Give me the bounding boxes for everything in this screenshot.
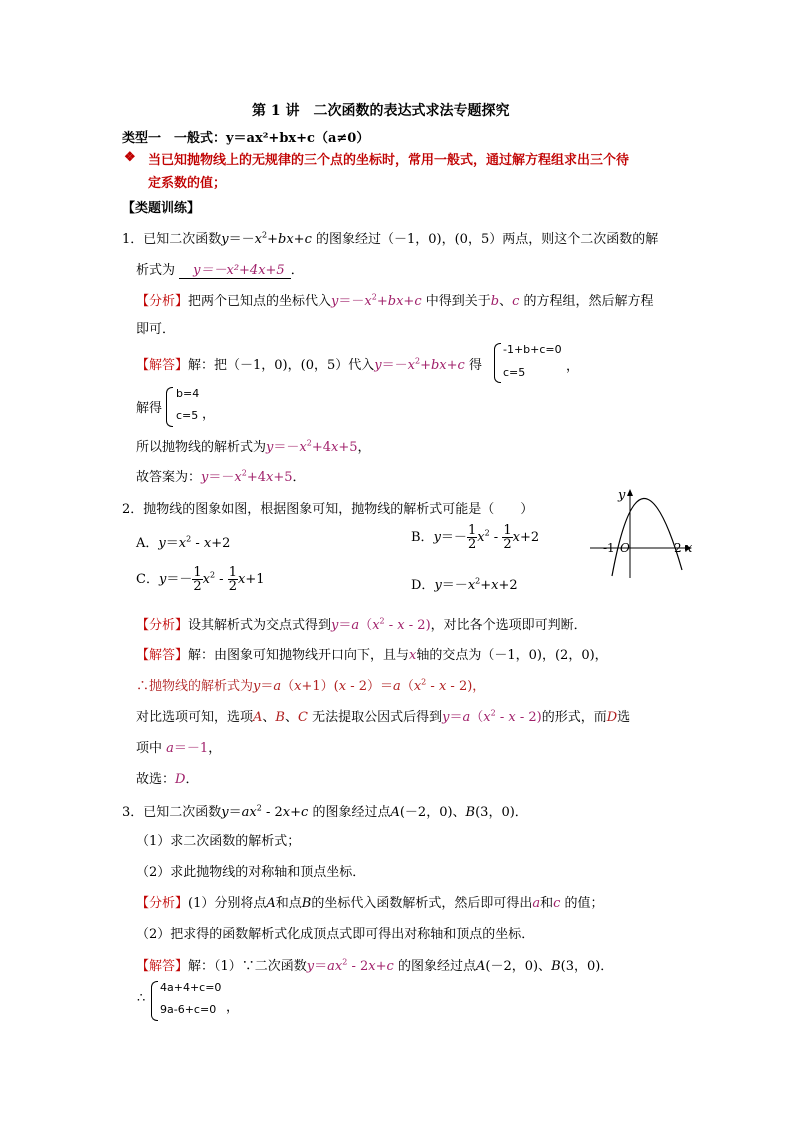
q1-fenxi-tag: 【分析】: [136, 294, 189, 309]
note-bullet-icon: ❖: [124, 150, 136, 165]
q2-parabola-graph: [588, 484, 698, 580]
q1-answer: y＝－x²+4x+5: [179, 263, 291, 279]
q3-sub1: （1）求二次函数的解析式；: [136, 834, 301, 849]
q2-fenxi-tag: 【分析】: [136, 618, 189, 633]
q1-stem: 1．已知二次函数$y=-x^2+bx+c$ 的图象经过（－1，0)，(0，5）两点，则这个二次函数的解: [122, 230, 659, 247]
q2-opt-a-label: A．: [136, 536, 159, 551]
q3-system-comma: ，: [226, 1000, 240, 1015]
q2-option-d: D．$y=-x^2+x+2$: [411, 576, 518, 593]
q2-line5: 项中 a＝－1，: [136, 741, 222, 756]
q1-jieda: 【解答】解：把（－1，0)，(0，5）代入$y=-x^2+bx+c$ 得: [136, 356, 482, 373]
q1-stem-a: 1．已知二次函数: [122, 232, 222, 247]
q3-stem-c: (－2，0)、: [399, 805, 466, 820]
q2-option-c: C．y＝－ $\frac{1}{2}$ $x^2$ - $\frac{1}{2}$ x+1: [136, 565, 265, 594]
q3-stem-a: 3．已知二次函数: [122, 805, 222, 820]
q1-fenxi: 【分析】把两个已知点的坐标代入$y=-x^2+bx+c$ 中得到关于b、c 的方程组，然后解方程: [136, 292, 654, 309]
q3-jieda-c: (－2，0)、: [485, 959, 552, 974]
q1-fenxi-b: 中得到关于: [425, 294, 491, 309]
graph-x-label: x: [685, 541, 693, 556]
q2-opt-c-label: C．: [136, 572, 159, 587]
q1-fenxi-a: 把两个已知点的坐标代入: [188, 294, 332, 309]
graph-origin-label: O: [620, 541, 630, 555]
q3-stem: 3．已知二次函数$y=ax^2 - 2x+c$ 的图象经过点A(－2，0)、B(3，0)．: [122, 803, 528, 820]
note-line-2: 定系数的值；: [148, 176, 227, 191]
q2-guxuan-text: 故选：: [136, 772, 176, 787]
q1-fenxi-line2: 即可．: [136, 322, 176, 337]
q1-system1-eq2: c=5: [503, 366, 526, 379]
practice-heading: 【类题训练】: [122, 201, 201, 216]
q1-system2-brace: [166, 387, 173, 427]
q2-opt-b-label: B．: [411, 530, 434, 545]
q3-jieda-d: (3，0)．: [560, 959, 614, 974]
q2-jieda-a: 解：由图象可知抛物线开口向下，且与: [188, 648, 410, 663]
q1-fenxi-c: 的方程组，然后解方程: [523, 294, 654, 309]
q1-suoyi-text: 所以抛物线的解析式为: [136, 440, 267, 455]
q3-stem-d: (3，0)．: [475, 805, 528, 820]
graph-y-arrow-icon: [627, 489, 633, 496]
q1-stem-line2-text: 析式为: [136, 263, 176, 278]
q1-stem-b: 的图象经过（－1，0)，(0，5）两点，则这个二次函数的解: [315, 232, 659, 247]
type-heading: 类型一 一般式：y＝ax²+bx+c（a≠0）: [122, 131, 370, 146]
q2-option-b: B．y＝－ $\frac{1}{2}$ $x^2$ - $\frac{1}{2}$ x+2: [411, 523, 540, 552]
q1-system2-comma: ，: [202, 407, 216, 422]
q3-fenxi1-c: 的坐标代入函数解析式，然后即可得出: [311, 896, 533, 911]
q3-jieda: 【解答】解：（1）∵二次函数$y=ax^2 - 2x+c$ 的图象经过点A(－2，0)、B(3，0)．: [136, 957, 614, 974]
graph-parabola-curve: [612, 498, 682, 576]
q2-jieda-tag: 【解答】: [136, 648, 189, 663]
q2-guxuan: 故选：D．: [136, 772, 199, 787]
q1-system2-eq2: c=5: [176, 409, 199, 422]
q1-jieda-tag: 【解答】: [136, 358, 189, 373]
q2-option-a: A．$y=x^2 - x+2$: [136, 534, 231, 551]
q3-fenxi: 【分析】(1）分别将点A和点B的坐标代入函数解析式，然后即可得出a和c 的值；: [136, 896, 604, 911]
q3-fenxi1-a: (1）分别将点: [188, 896, 267, 911]
q1-jieda-a: 解：把（－1，0)，(0，5）代入: [188, 358, 375, 373]
q3-fenxi1-b: 和点: [275, 896, 302, 911]
q1-stem-line2: 析式为 y＝－x²+4x+5 ．: [136, 263, 304, 278]
q2-fenxi-b: ，对比各个选项即可判断．: [430, 618, 587, 633]
q3-stem-b: 的图象经过点: [312, 805, 391, 820]
q3-sub2: （2）求此抛物线的对称轴和顶点坐标．: [136, 865, 366, 880]
q1-system1-eq1: -1+b+c=0: [503, 343, 562, 356]
q2-line4: 对比选项可知，选项A、B、C 无法提取公因式后得到$y=a(x^2 - x - 2)$的形式，而D选: [136, 708, 631, 725]
q3-fenxi-tag: 【分析】: [136, 896, 189, 911]
q3-fenxi1-e: 的值；: [564, 896, 604, 911]
q2-line4-c: 的形式，而: [541, 710, 607, 725]
q3-fenxi2: （2）把求得的函数解析式化成顶点式即可得出对称轴和顶点的坐标．: [136, 927, 535, 942]
q2-line3-text: ∴抛物线的解析式为: [136, 679, 254, 694]
graph-tick-neg1: -1: [603, 541, 615, 555]
q2-line4-d: 选: [617, 710, 631, 725]
q1-gu: 故答案为：$y=-x^2+4x+5$．: [136, 468, 306, 485]
q3-jieda-a: 解：（1）∵二次函数: [188, 959, 307, 974]
q2-fenxi-a: 设其解析式为交点式得到: [188, 618, 332, 633]
q3-system-brace: [151, 981, 158, 1021]
q2-line5-text: 项中: [136, 741, 163, 756]
q1-jiede: 解得: [136, 401, 163, 416]
note-line-1: 当已知抛物线上的无规律的三个点的坐标时，常用一般式，通过解方程组求出三个待: [148, 153, 630, 168]
q2-line4-a: 对比选项可知，选项: [136, 710, 254, 725]
q1-jieda-b: 得: [468, 358, 482, 373]
q1-system1-comma: ，: [566, 359, 580, 374]
q2-stem: 2．抛物线的图象如图，根据图象可知，抛物线的解析式可能是（ ）: [122, 502, 534, 517]
q2-jieda: 【解答】解：由图象可知抛物线开口向下，且与x轴的交点为（－1，0)，(2，0)，: [136, 648, 608, 663]
q1-suoyi: 所以抛物线的解析式为$y=-x^2+4x+5$，: [136, 438, 371, 455]
q1-system2-eq1: b=4: [176, 387, 200, 400]
q3-jieda-b: 的图象经过点: [397, 959, 476, 974]
q2-jieda-b: 轴的交点为（－1，0)，(2，0)，: [416, 648, 608, 663]
q2-fenxi: 【分析】设其解析式为交点式得到$y=a(x^2 - x - 2)$，对比各个选项即可判断．: [136, 616, 587, 633]
q3-therefore-icon: ∴: [137, 991, 146, 1006]
q3-fenxi1-d: 和: [540, 896, 554, 911]
q2-opt-d-label: D．: [411, 578, 435, 593]
q2-line4-b: 无法提取公因式后得到: [312, 710, 443, 725]
graph-tick-2: 2: [674, 541, 682, 555]
graph-y-label: y: [618, 488, 626, 503]
q2-line3: ∴抛物线的解析式为$y=a(x+1)(x - 2)=a(x^2 - x - 2)$，: [136, 677, 486, 694]
q1-gu-text: 故答案为：: [136, 470, 202, 485]
page-title: 第 1 讲 二次函数的表达式求法专题探究: [252, 103, 510, 119]
q1-system1-brace: [494, 343, 501, 383]
q3-system-eq2: 9a-6+c=0: [160, 1003, 217, 1016]
q3-jieda-tag: 【解答】: [136, 959, 189, 974]
q3-system-eq1: 4a+4+c=0: [160, 981, 222, 994]
